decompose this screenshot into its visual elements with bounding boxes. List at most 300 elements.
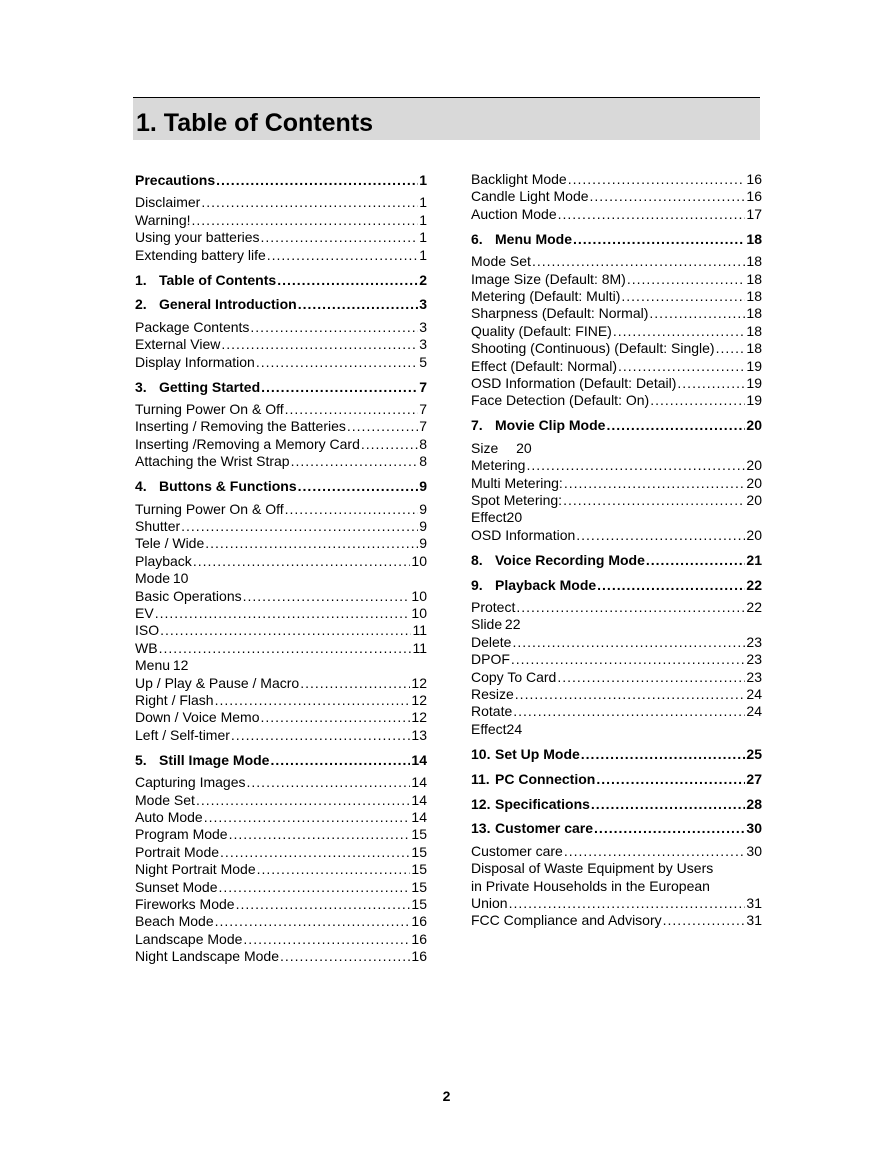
toc-dot-leader: [563, 492, 745, 509]
toc-entry-label: Spot Metering:: [471, 491, 563, 508]
toc-dot-leader: [597, 577, 745, 594]
toc-entry[interactable]: [471, 375, 762, 392]
toc-section-heading[interactable]: [471, 771, 762, 788]
toc-page-number: 17: [746, 205, 762, 222]
toc-entry-label: Precautions: [135, 172, 216, 188]
toc-entry[interactable]: [135, 774, 427, 791]
toc-page-number: 18: [746, 322, 762, 339]
toc-entry-label: Program Mode: [135, 826, 228, 843]
toc-dot-leader: [256, 354, 418, 371]
toc-dot-leader: [618, 358, 745, 375]
toc-dot-leader: [512, 634, 745, 651]
toc-dot-leader: [247, 774, 411, 791]
toc-dot-leader: [557, 669, 745, 686]
toc-entry-label: Night Landscape Mode: [135, 948, 279, 965]
toc-dot-leader: [509, 895, 746, 912]
toc-entry[interactable]: [135, 826, 427, 843]
toc-section-heading[interactable]: [135, 172, 427, 189]
toc-dot-leader: [220, 844, 410, 861]
toc-page-number: 22: [746, 598, 762, 615]
toc-section-heading[interactable]: [471, 577, 762, 594]
toc-dot-leader: [677, 375, 745, 392]
toc-entry-label: Face Detection (Default: On): [471, 392, 650, 409]
toc-dot-leader: [621, 288, 745, 305]
toc-page-number: 1: [419, 246, 427, 263]
toc-entry-label: Table of Contents: [159, 271, 277, 288]
toc-entry[interactable]: [135, 518, 427, 535]
toc-page-number: 16: [411, 948, 427, 965]
toc-dot-leader: [516, 599, 745, 616]
toc-entry-label: Package Contents: [135, 318, 250, 335]
toc-entry-label: Delete: [471, 633, 512, 650]
toc-entry-label: OSD Information: [471, 526, 576, 543]
toc-entry[interactable]: [471, 305, 762, 322]
toc-page-number: 19: [746, 357, 762, 374]
toc-dot-leader: [606, 417, 745, 434]
toc-entry[interactable]: [135, 792, 427, 809]
toc-dot-leader: [526, 457, 745, 474]
toc-text-line: Disposal of Waste Equipment by Users: [471, 860, 714, 877]
toc-text-line: Effect20: [471, 509, 523, 526]
toc-page-number: 18: [746, 305, 762, 322]
toc-entry-label: Getting Started: [159, 378, 261, 395]
toc-section-number: 9.: [471, 576, 483, 593]
toc-dot-leader: [219, 879, 411, 896]
toc-entry[interactable]: [135, 553, 427, 570]
toc-dot-leader: [663, 912, 746, 929]
toc-entry[interactable]: [471, 188, 762, 205]
toc-page-number: 15: [411, 878, 427, 895]
toc-entry[interactable]: [471, 669, 762, 686]
toc-entry[interactable]: [135, 605, 427, 622]
toc-entry-label: ISO: [135, 622, 160, 639]
toc-page-number: 14: [411, 751, 427, 768]
toc-dot-leader: [181, 518, 418, 535]
toc-entry-title: [135, 296, 297, 313]
toc-entry[interactable]: [135, 453, 427, 470]
toc-dot-leader: [196, 792, 410, 809]
toc-page-number: 1: [419, 211, 427, 228]
toc-entry[interactable]: [135, 844, 427, 861]
toc-entry-label: PC Connection: [495, 770, 596, 787]
toc-entry[interactable]: [135, 418, 427, 435]
toc-dot-leader: [298, 296, 419, 313]
toc-page-number: 3: [419, 296, 427, 313]
toc-entry-label: Playback Mode: [495, 576, 597, 593]
toc-dot-leader: [243, 931, 410, 948]
toc-text-line: Mode 10: [135, 570, 189, 587]
toc-dot-leader: [591, 796, 746, 813]
toc-page-number: 20: [746, 491, 762, 508]
toc-dot-leader: [347, 418, 418, 435]
toc-page-number: 14: [411, 808, 427, 825]
toc-dot-leader: [511, 651, 746, 668]
toc-entry[interactable]: [471, 843, 762, 860]
toc-entry-label: Landscape Mode: [135, 930, 243, 947]
toc-entry-label: Beach Mode: [135, 913, 214, 930]
toc-page-number: 20: [746, 474, 762, 491]
toc-entry[interactable]: [135, 913, 427, 930]
toc-page-number: 1: [419, 194, 427, 211]
toc-page-number: 15: [411, 861, 427, 878]
toc-entry[interactable]: [471, 253, 762, 270]
toc-entry-label: Shooting (Continuous) (Default: Single): [471, 340, 715, 357]
toc-dot-leader: [300, 675, 410, 692]
toc-entry-label: Metering (Default: Multi): [471, 287, 621, 304]
toc-entry-label: OSD Information (Default: Detail): [471, 374, 677, 391]
toc-entry-label: Down / Voice Memo: [135, 709, 260, 726]
toc-page-number: 10: [411, 552, 427, 569]
toc-page-number: 12: [411, 674, 427, 691]
toc-dot-leader: [236, 896, 411, 913]
toc-entry-label: Extending battery life: [135, 246, 266, 263]
toc-page-number: 14: [411, 791, 427, 808]
toc-entry-label: Rotate: [471, 703, 513, 720]
toc-entry-label: Inserting /Removing a Memory Card: [135, 435, 360, 452]
toc-dot-leader: [243, 588, 411, 605]
toc-section-number: 1.: [135, 271, 147, 288]
toc-page-number: 3: [419, 336, 427, 353]
toc-page-number: 10: [411, 604, 427, 621]
toc-entry[interactable]: [471, 895, 762, 912]
toc-page-number: 15: [411, 826, 427, 843]
toc-section-heading[interactable]: [471, 417, 762, 434]
toc-dot-leader: [596, 771, 745, 788]
toc-entry[interactable]: [135, 879, 427, 896]
toc-entry[interactable]: [471, 392, 762, 409]
toc-dot-leader: [257, 861, 411, 878]
toc-page-number: 8: [419, 435, 427, 452]
toc-dot-leader: [361, 436, 418, 453]
toc-entry[interactable]: [471, 271, 762, 288]
toc-entry[interactable]: [471, 686, 762, 703]
toc-dot-leader: [160, 622, 411, 639]
toc-entry[interactable]: [135, 229, 427, 246]
toc-entry[interactable]: [471, 323, 762, 340]
toc-section-number: 11.: [471, 770, 490, 787]
toc-section-heading[interactable]: [135, 296, 427, 313]
toc-entry-label: Candle Light Mode: [471, 188, 589, 205]
toc-entry[interactable]: [471, 703, 762, 720]
toc-page-number: 16: [411, 913, 427, 930]
toc-dot-leader: [221, 336, 418, 353]
toc-page-number: 16: [411, 930, 427, 947]
toc-entry-label: Resize: [471, 685, 514, 702]
toc-text-line: Size 20: [471, 439, 532, 456]
toc-page-number: 18: [746, 270, 762, 287]
toc-dot-leader: [285, 501, 419, 518]
toc-entry[interactable]: [471, 457, 762, 474]
toc-entry-title: [471, 820, 593, 837]
toc-entry-title: [135, 379, 260, 396]
toc-page-number: 20: [746, 526, 762, 543]
toc-entry-label: External View: [135, 336, 221, 353]
toc-right-column: [471, 171, 762, 930]
toc-entry-label: Inserting / Removing the Batteries: [135, 418, 346, 435]
toc-page-number: 18: [746, 340, 762, 357]
toc-page-number: 16: [746, 188, 762, 205]
toc-entry-label: Using your batteries: [135, 229, 260, 246]
toc-page-number: 19: [746, 392, 762, 409]
toc-entry-label: Disclaimer: [135, 194, 201, 211]
toc-entry[interactable]: [135, 709, 427, 726]
toc-page-number: 1: [419, 172, 427, 188]
toc-entry-title: [135, 272, 276, 289]
toc-entry-label: Shutter: [135, 517, 181, 534]
toc-page-number: 12: [411, 691, 427, 708]
toc-page-number: 24: [746, 703, 762, 720]
toc-entry-title: [471, 417, 605, 434]
toc-entry-label: General Introduction: [159, 296, 297, 313]
toc-entry-label: Multi Metering:: [471, 474, 563, 491]
toc-page-number: 22: [746, 576, 762, 593]
toc-entry[interactable]: [135, 319, 427, 336]
toc-section-number: 2.: [135, 296, 147, 313]
toc-entry-label: Menu Mode: [495, 230, 572, 247]
toc-dot-leader: [231, 727, 411, 744]
toc-entry[interactable]: [471, 912, 762, 929]
toc-dot-leader: [650, 392, 745, 409]
toc-entry-label: Fireworks Mode: [135, 895, 235, 912]
toc-entry-title: [471, 231, 572, 248]
toc-page-number: 9: [419, 517, 427, 534]
toc-entry[interactable]: [471, 527, 762, 544]
toc-page-number: 15: [411, 843, 427, 860]
toc-page-number: 2: [419, 271, 427, 288]
toc-page-number: 31: [746, 912, 762, 929]
toc-entry-label: Protect: [471, 598, 516, 615]
toc-entry[interactable]: [135, 622, 427, 639]
toc-entry-label: Warning!: [135, 211, 191, 228]
toc-page-number: 20: [746, 457, 762, 474]
toc-page-number: 5: [419, 353, 427, 370]
toc-dot-leader: [261, 229, 419, 246]
toc-entry[interactable]: [471, 599, 762, 616]
toc-section-heading[interactable]: [471, 796, 762, 813]
toc-dot-leader: [193, 553, 411, 570]
toc-entry-label: DPOF: [471, 651, 510, 668]
toc-entry[interactable]: [135, 436, 427, 453]
toc-dot-leader: [270, 752, 410, 769]
toc-section-number: 5.: [135, 751, 147, 768]
toc-section-heading[interactable]: [471, 820, 762, 837]
toc-text-line: Menu 12: [135, 657, 189, 674]
toc-page-number: 18: [746, 230, 762, 247]
toc-entry-label: Quality (Default: FINE): [471, 322, 612, 339]
toc-dot-leader: [267, 247, 418, 264]
toc-section-number: 13.: [471, 820, 491, 837]
toc-entry-label: Voice Recording Mode: [495, 551, 645, 568]
toc-page-number: 11: [412, 622, 427, 639]
toc-page-number: 27: [746, 770, 762, 787]
toc-entry-label: Turning Power On & Off: [135, 500, 284, 517]
toc-page-number: 13: [411, 726, 427, 743]
toc-page-number: 10: [411, 587, 427, 604]
toc-entry[interactable]: [135, 501, 427, 518]
toc-dot-leader: [205, 535, 418, 552]
toc-section-heading[interactable]: [135, 272, 427, 289]
toc-dot-leader: [532, 253, 745, 270]
toc-page-number: 7: [419, 400, 427, 417]
toc-entry[interactable]: [135, 948, 427, 965]
toc-entry[interactable]: [135, 588, 427, 605]
toc-entry-label: Sharpness (Default: Normal): [471, 305, 649, 322]
toc-section-number: 10.: [471, 745, 491, 762]
toc-entry-label: Portrait Mode: [135, 843, 220, 860]
toc-entry-label: Buttons & Functions: [159, 478, 297, 495]
toc-entry[interactable]: [471, 492, 762, 509]
toc-entry[interactable]: [135, 336, 427, 353]
toc-entry-label: Metering: [471, 457, 526, 474]
toc-page-number: 15: [411, 895, 427, 912]
toc-entry-label: Tele / Wide: [135, 535, 205, 552]
toc-dot-leader: [280, 948, 410, 965]
toc-entry[interactable]: [135, 354, 427, 371]
toc-entry[interactable]: [135, 212, 427, 229]
toc-entry-label: Customer care: [471, 842, 563, 859]
toc-page-number: 9: [419, 500, 427, 517]
toc-dot-leader: [201, 194, 418, 211]
toc-entry-label: Backlight Mode: [471, 171, 567, 187]
toc-dot-leader: [568, 171, 746, 188]
toc-entry[interactable]: [471, 475, 762, 492]
toc-section-heading[interactable]: [471, 552, 762, 569]
toc-dot-leader: [646, 552, 746, 569]
toc-page-number: 23: [746, 668, 762, 685]
toc-entry[interactable]: [471, 340, 762, 357]
toc-entry[interactable]: [135, 931, 427, 948]
toc-entry[interactable]: [135, 861, 427, 878]
toc-section-heading[interactable]: [135, 379, 427, 396]
toc-entry-label: Night Portrait Mode: [135, 861, 256, 878]
toc-dot-leader: [298, 478, 419, 495]
toc-dot-leader: [558, 206, 746, 223]
toc-entry-label: Still Image Mode: [159, 751, 270, 768]
toc-entry-label: Attaching the Wrist Strap: [135, 453, 290, 470]
toc-section-heading[interactable]: [471, 231, 762, 248]
toc-entry-label: Set Up Mode: [495, 745, 580, 762]
toc-dot-leader: [627, 271, 746, 288]
toc-entry[interactable]: [135, 896, 427, 913]
toc-entry-title: [135, 752, 269, 769]
toc-entry-title: [471, 577, 596, 594]
toc-section-heading[interactable]: [135, 752, 427, 769]
toc-page-number: 8: [419, 453, 427, 470]
toc-dot-leader: [215, 913, 411, 930]
toc-page-number: 21: [746, 551, 762, 568]
toc-page-number: 31: [746, 895, 762, 912]
toc-dot-leader: [581, 746, 746, 763]
toc-entry[interactable]: [135, 692, 427, 709]
toc-entry-label: Right / Flash: [135, 691, 214, 708]
page-number: 2: [442, 1088, 451, 1104]
toc-page-number: 7: [419, 418, 427, 435]
toc-entry-title: [471, 552, 645, 569]
toc-dot-leader: [192, 212, 419, 229]
toc-entry[interactable]: [135, 727, 427, 744]
toc-text-line: in Private Households in the European: [471, 877, 710, 894]
toc-entry[interactable]: [135, 194, 427, 211]
toc-entry-title: [471, 771, 595, 788]
toc-entry[interactable]: [471, 171, 762, 188]
toc-entry-label: Sunset Mode: [135, 878, 218, 895]
toc-entry[interactable]: [135, 247, 427, 264]
toc-page-number: 7: [419, 378, 427, 395]
toc-entry-title: [471, 746, 580, 763]
toc-entry-label: Playback: [135, 552, 192, 569]
toc-dot-leader: [250, 319, 418, 336]
toc-page-number: 18: [746, 287, 762, 304]
toc-dot-leader: [261, 709, 411, 726]
toc-page-number: 23: [746, 633, 762, 650]
toc-dot-leader: [216, 172, 418, 189]
toc-section-number: 8.: [471, 551, 483, 568]
toc-page-number: 24: [746, 685, 762, 702]
toc-entry[interactable]: [135, 675, 427, 692]
toc-entry[interactable]: [471, 634, 762, 651]
toc-entry-label: Mode Set: [135, 791, 195, 808]
toc-dot-leader: [515, 686, 746, 703]
toc-section-heading[interactable]: [135, 478, 427, 495]
toc-page-number: 25: [746, 745, 762, 762]
toc-page-number: 9: [419, 535, 427, 552]
toc-dot-leader: [285, 401, 419, 418]
toc-dot-leader: [564, 843, 746, 860]
toc-dot-leader: [204, 809, 411, 826]
toc-dot-leader: [716, 340, 746, 357]
toc-section-number: 6.: [471, 230, 483, 247]
toc-left-column: [135, 172, 427, 966]
toc-section-number: 12.: [471, 795, 491, 812]
toc-page-number: 1: [419, 229, 427, 246]
toc-entry[interactable]: [471, 651, 762, 668]
toc-entry-label: Customer care: [495, 820, 594, 837]
toc-dot-leader: [576, 527, 745, 544]
toc-entry[interactable]: [471, 288, 762, 305]
toc-entry-label: Turning Power On & Off: [135, 400, 284, 417]
toc-section-number: 3.: [135, 378, 147, 395]
toc-entry[interactable]: [135, 640, 427, 657]
toc-page-number: 12: [411, 709, 427, 726]
toc-entry[interactable]: [135, 809, 427, 826]
toc-entry-label: WB: [135, 639, 158, 656]
toc-dot-leader: [594, 820, 745, 837]
toc-entry[interactable]: [471, 358, 762, 375]
toc-entry[interactable]: [135, 535, 427, 552]
page-title: 1. Table of Contents: [133, 98, 760, 140]
toc-dot-leader: [159, 640, 412, 657]
toc-dot-leader: [277, 272, 418, 289]
toc-page-number: 30: [746, 820, 762, 837]
toc-entry-label: Effect (Default: Normal): [471, 357, 618, 374]
toc-entry-label: Display Information: [135, 353, 255, 370]
toc-entry-label: FCC Compliance and Advisory: [471, 912, 662, 929]
toc-entry-label: Basic Operations: [135, 587, 242, 604]
toc-entry[interactable]: [471, 206, 762, 223]
toc-section-heading[interactable]: [471, 746, 762, 763]
toc-section-number: 4.: [135, 478, 147, 495]
toc-entry-label: Specifications: [495, 795, 590, 812]
toc-page-number: 16: [746, 171, 762, 187]
toc-entry[interactable]: [135, 401, 427, 418]
toc-page-number: 14: [411, 774, 427, 791]
toc-entry-label: Movie Clip Mode: [495, 417, 606, 434]
toc-page-number: 3: [419, 318, 427, 335]
toc-dot-leader: [564, 475, 746, 492]
toc-dot-leader: [229, 826, 411, 843]
toc-entry-label: Auto Mode: [135, 808, 203, 825]
toc-dot-leader: [215, 692, 411, 709]
